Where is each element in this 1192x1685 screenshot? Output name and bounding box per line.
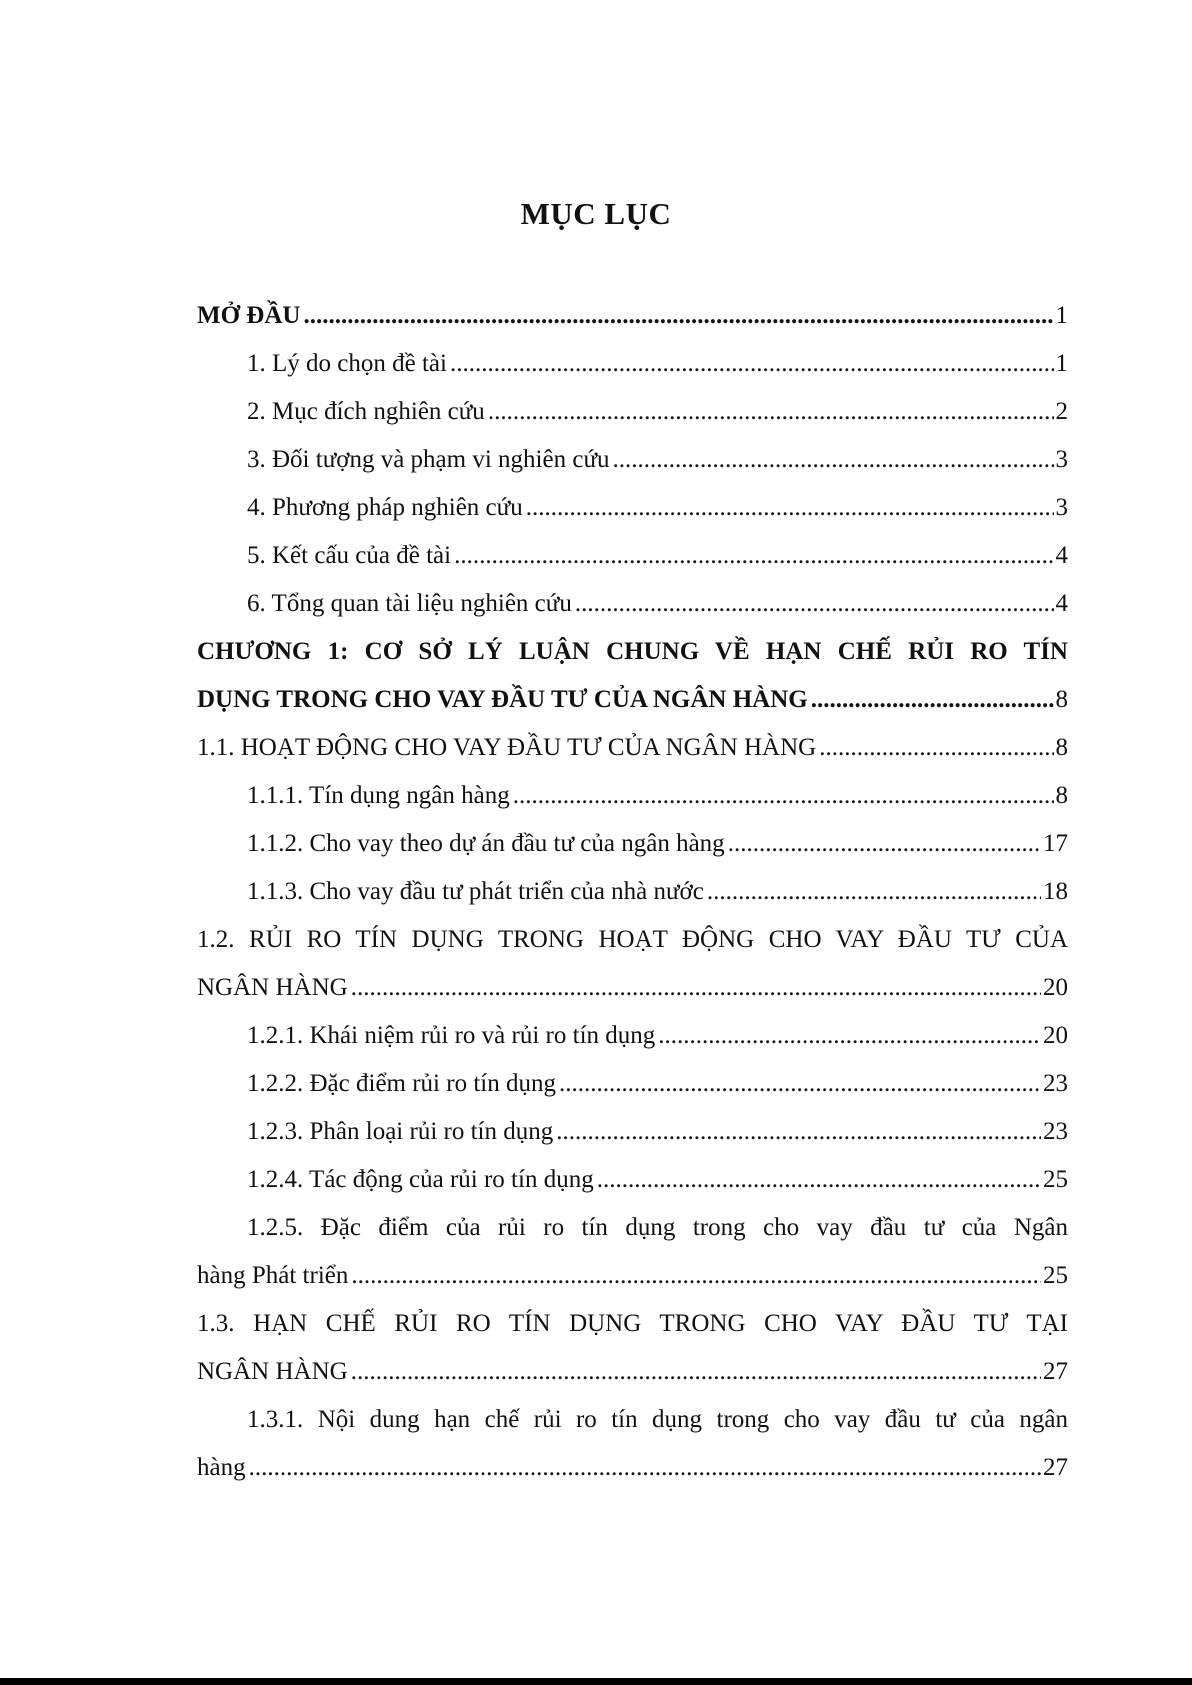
toc-entry-text: 1.2.5. Đặc điểm của rủi ro tín dụng trong cho vay đầu tư của Ngân [247,1214,1068,1241]
bottom-border [0,1678,1192,1685]
table-of-contents [197,292,1068,1492]
toc-entry-line [197,388,1068,436]
dot-leader [819,724,1053,772]
toc-entry-text: 1.1. HOẠT ĐỘNG CHO VAY ĐẦU TƯ CỦA NGÂN HÀNG [197,734,817,761]
toc-entry [197,628,1068,724]
toc-entry [197,1204,1068,1300]
toc-entry-text: 1.1.2. Cho vay theo dự án đầu tư của ngân hàng [247,830,725,857]
toc-entry-text: 1.2.2. Đặc điểm rủi ro tín dụng [247,1070,556,1097]
dot-leader [707,868,1041,916]
toc-page-number: 27 [1043,1358,1068,1385]
toc-page-number: 18 [1043,878,1068,905]
toc-page-number: 4 [1055,590,1068,617]
dot-leader [513,772,1054,820]
toc-page-number: 3 [1055,446,1068,473]
toc-entry [197,436,1068,484]
dot-leader [575,580,1054,628]
toc-entry [197,1012,1068,1060]
toc-entry [197,1396,1068,1492]
toc-entry-line [197,340,1068,388]
toc-entry [197,1108,1068,1156]
toc-entry-line [197,964,1068,1012]
dot-leader [351,964,1041,1012]
toc-entry [197,388,1068,436]
dot-leader [351,1348,1041,1396]
toc-page-number: 1 [1055,302,1068,329]
toc-entry-line [197,724,1068,772]
toc-page-number: 20 [1043,1022,1068,1049]
toc-page-number: 23 [1043,1118,1068,1145]
dot-leader [303,292,1053,340]
toc-entry-text: 5. Kết cấu của đề tài [247,542,452,569]
toc-entry-text: 1.3.1. Nội dung hạn chế rủi ro tín dụng trong cho vay đầu tư của ngân [247,1406,1068,1433]
toc-entry-text: hàng Phát triển [197,1262,349,1289]
dot-leader [658,1012,1041,1060]
toc-page-number: 4 [1055,542,1068,569]
toc-page-number: 27 [1043,1454,1068,1481]
toc-entry-line [197,772,1068,820]
toc-entry-line [197,1012,1068,1060]
dot-leader [454,532,1053,580]
toc-entry-line [197,868,1068,916]
toc-entry-text: CHƯƠNG 1: CƠ SỞ LÝ LUẬN CHUNG VỀ HẠN CHẾ RỦI RO TÍN [197,638,1068,665]
toc-page-number: 3 [1055,494,1068,521]
toc-entry-line [197,1156,1068,1204]
toc-entry [197,532,1068,580]
toc-entry [197,868,1068,916]
toc-page-number: 23 [1043,1070,1068,1097]
dot-leader [488,388,1054,436]
toc-entry-line [197,1444,1068,1492]
toc-entry-line [197,676,1068,724]
toc-page-number: 1 [1055,350,1068,377]
toc-entry-text: DỤNG TRONG CHO VAY ĐẦU TƯ CỦA NGÂN HÀNG [197,686,808,713]
dot-leader [728,820,1041,868]
toc-page-number: 8 [1055,734,1068,761]
toc-entry-line [197,532,1068,580]
toc-entry [197,292,1068,340]
toc-entry-text: 1.2. RỦI RO TÍN DỤNG TRONG HOẠT ĐỘNG CHO VAY ĐẦU TƯ CỦA [197,926,1068,953]
toc-page-number: 8 [1055,686,1068,713]
toc-entry [197,1300,1068,1396]
dot-leader [597,1156,1041,1204]
dot-leader [526,484,1054,532]
toc-page-number: 17 [1043,830,1068,857]
toc-entry [197,1060,1068,1108]
toc-entry-text: 1.1.3. Cho vay đầu tư phát triển của nhà nước [247,878,704,905]
toc-entry [197,820,1068,868]
toc-entry [197,916,1068,1012]
toc-entry-text: 1.2.1. Khái niệm rủi ro và rủi ro tín dụng [247,1022,656,1049]
toc-entry-line [197,1348,1068,1396]
toc-entry-text: 2. Mục đích nghiên cứu [247,398,485,425]
toc-entry-line [197,820,1068,868]
toc-entry-line [197,292,1068,340]
toc-entry-text: 1.1.1. Tín dụng ngân hàng [247,782,510,809]
toc-entry-line [197,1060,1068,1108]
dot-leader [613,436,1054,484]
toc-page-number: 25 [1043,1166,1068,1193]
toc-entry-line [197,436,1068,484]
dot-leader [249,1444,1041,1492]
toc-entry-line [197,580,1068,628]
dot-leader [559,1060,1041,1108]
toc-entry-line [197,1252,1068,1300]
toc-entry-text: 1.2.3. Phân loại rủi ro tín dụng [247,1118,554,1145]
toc-entry-text: 1.3. HẠN CHẾ RỦI RO TÍN DỤNG TRONG CHO VAY ĐẦU TƯ TẠI [197,1310,1068,1337]
toc-entry-text: 1.2.4. Tác động của rủi ro tín dụng [247,1166,594,1193]
toc-entry-text: NGÂN HÀNG [197,974,348,1001]
toc-entry [197,340,1068,388]
toc-page-number: 2 [1055,398,1068,425]
toc-entry-text: 3. Đối tượng và phạm vi nghiên cứu [247,446,610,473]
page-title: MỤC LỤC [520,196,672,231]
toc-entry-line [197,1108,1068,1156]
toc-entry-line [197,484,1068,532]
toc-entry [197,580,1068,628]
toc-page-number: 20 [1043,974,1068,1001]
toc-entry [197,1156,1068,1204]
toc-entry [197,484,1068,532]
toc-entry-text: NGÂN HÀNG [197,1358,348,1385]
dot-leader [556,1108,1041,1156]
toc-entry-text: hàng [197,1454,246,1481]
toc-entry-text: 6. Tổng quan tài liệu nghiên cứu [247,590,572,617]
toc-entry-text: MỞ ĐẦU [197,302,301,329]
dot-leader [811,676,1054,724]
toc-entry [197,724,1068,772]
toc-entry-text: 1. Lý do chọn đề tài [247,350,447,377]
dot-leader [351,1252,1041,1300]
toc-entry-text: 4. Phương pháp nghiên cứu [247,494,523,521]
dot-leader [450,340,1054,388]
toc-entry [197,772,1068,820]
toc-page-number: 25 [1043,1262,1068,1289]
toc-page-number: 8 [1055,782,1068,809]
